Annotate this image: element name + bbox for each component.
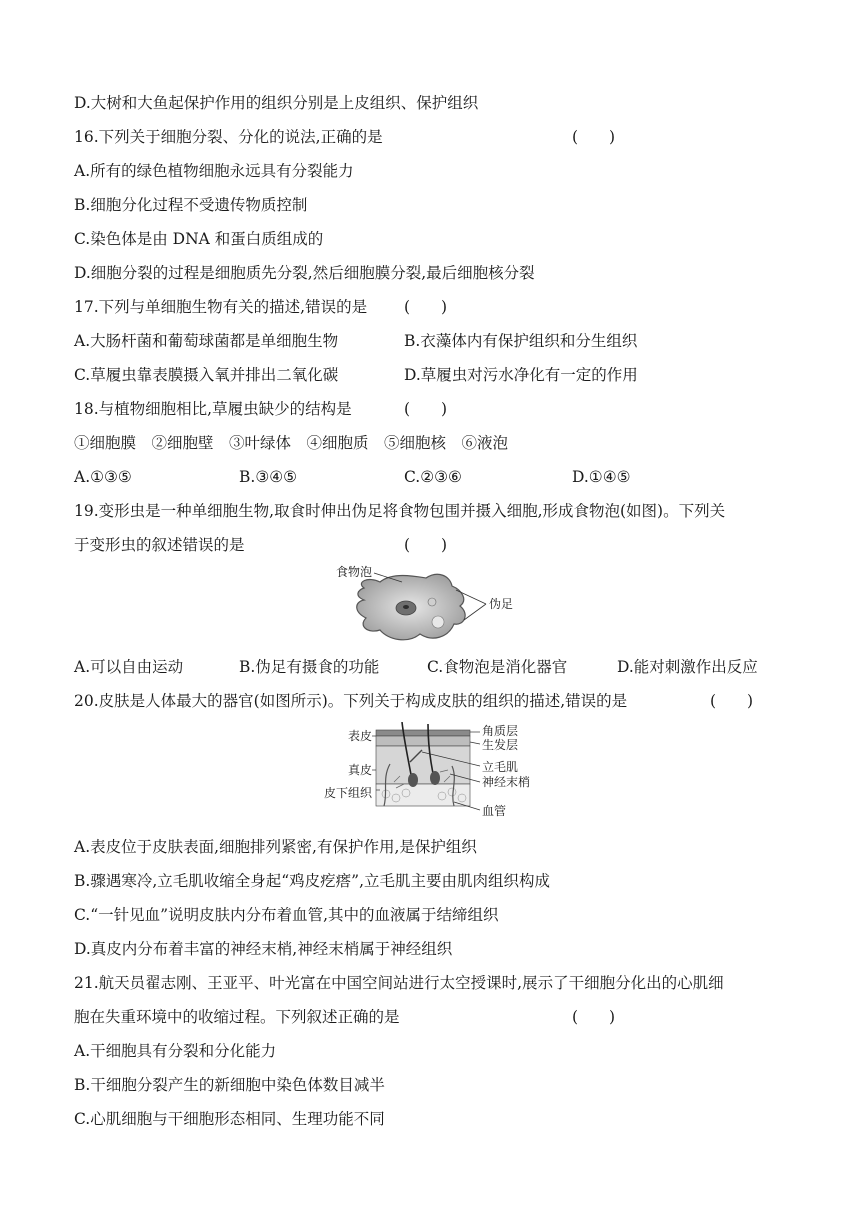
- label-dermis: 真皮: [348, 763, 373, 777]
- label-stratum-corneum: 角质层: [482, 724, 519, 738]
- q19-answer-bracket: ( ): [404, 536, 448, 554]
- leader-germinal-layer: [470, 742, 480, 744]
- q18-option-c: C.②③⑥: [404, 468, 462, 486]
- q17-option-c: C.草履虫靠表膜摄入氧并排出二氧化碳: [74, 366, 339, 384]
- q19-option-c: C.食物泡是消化器官: [427, 658, 568, 676]
- label-germinal-layer: 生发层: [482, 738, 519, 752]
- q18-option-a: A.①③⑤: [74, 468, 132, 486]
- q21-option-c: C.心肌细胞与干细胞形态相同、生理功能不同: [74, 1110, 385, 1128]
- contractile-vacuole: [432, 616, 444, 628]
- label-pseudopod: 伪足: [489, 597, 514, 611]
- q20-stem: 20.皮肤是人体最大的器官(如图所示)。下列关于构成皮肤的组织的描述,错误的是: [74, 692, 628, 710]
- hair-follicle-left: [408, 773, 418, 787]
- q20-option-d: D.真皮内分布着丰富的神经末梢,神经末梢属于神经组织: [74, 940, 453, 958]
- q18-answer-bracket: ( ): [404, 400, 448, 418]
- label-blood-vessel: 血管: [482, 804, 507, 818]
- label-subcutaneous: 皮下组织: [324, 786, 373, 800]
- amoeba-figure: [336, 562, 526, 646]
- label-epidermis: 表皮: [348, 729, 373, 743]
- label-arrector-pili: 立毛肌: [482, 760, 519, 774]
- q21-option-a: A.干细胞具有分裂和分化能力: [74, 1042, 277, 1060]
- q20-option-b: B.骤遇寒冷,立毛肌收缩全身起“鸡皮疙瘩”,立毛肌主要由肌肉组织构成: [74, 872, 551, 890]
- q18-option-b: B.③④⑤: [239, 468, 298, 486]
- q20-option-c: C.“一针见血”说明皮肤内分布着血管,其中的血液属于结缔组织: [74, 906, 499, 924]
- q21-stem-line2: 胞在失重环境中的收缩过程。下列叙述正确的是: [74, 1008, 400, 1026]
- q19-stem-line2: 于变形虫的叙述错误的是: [74, 536, 245, 554]
- q17-option-b: B.衣藻体内有保护组织和分生组织: [404, 332, 638, 350]
- q20-answer-bracket: ( ): [710, 692, 754, 710]
- hair-follicle-right: [430, 771, 440, 785]
- q20-option-a: A.表皮位于皮肤表面,细胞排列紧密,有保护作用,是保护组织: [74, 838, 477, 856]
- q21-option-b: B.干细胞分裂产生的新细胞中染色体数目减半: [74, 1076, 385, 1094]
- q19-option-d: D.能对刺激作出反应: [617, 658, 758, 676]
- q16-answer-bracket: ( ): [572, 128, 616, 146]
- q16-option-b: B.细胞分化过程不受遗传物质控制: [74, 196, 308, 214]
- q16-option-d: D.细胞分裂的过程是细胞质先分裂,然后细胞膜分裂,最后细胞核分裂: [74, 264, 535, 282]
- food-vacuole: [428, 598, 436, 606]
- q19-option-b: B.伪足有摄食的功能: [239, 658, 380, 676]
- q19-stem-line1: 19.变形虫是一种单细胞生物,取食时伸出伪足将食物包围并摄入细胞,形成食物泡(如图)。下列关: [74, 502, 726, 520]
- q21-answer-bracket: ( ): [572, 1008, 616, 1026]
- q18-items: ①细胞膜 ②细胞壁 ③叶绿体 ④细胞质 ⑤细胞核 ⑥液泡: [74, 434, 509, 452]
- skin-figure: [324, 722, 536, 822]
- q17-option-a: A.大肠杆菌和葡萄球菌都是单细胞生物: [74, 332, 339, 350]
- q17-answer-bracket: ( ): [404, 298, 448, 316]
- q17-option-d: D.草履虫对污水净化有一定的作用: [404, 366, 638, 384]
- q18-option-d: D.①④⑤: [572, 468, 631, 486]
- q16-option-c: C.染色体是由 DNA 和蛋白质组成的: [74, 230, 324, 248]
- q17-stem: 17.下列与单细胞生物有关的描述,错误的是: [74, 298, 368, 316]
- q16-option-a: A.所有的绿色植物细胞永远具有分裂能力: [74, 162, 354, 180]
- label-nerve-endings: 神经末梢: [482, 775, 531, 789]
- q21-stem-line1: 21.航天员翟志刚、王亚平、叶光富在中国空间站进行太空授课时,展示了干细胞分化出的心肌细: [74, 974, 724, 992]
- q18-stem: 18.与植物细胞相比,草履虫缺少的结构是: [74, 400, 352, 418]
- label-food-vacuole: 食物泡: [336, 565, 373, 579]
- pseudopod-leader-bottom: [464, 604, 486, 620]
- q16-stem: 16.下列关于细胞分裂、分化的说法,正确的是: [74, 128, 383, 146]
- germinal-layer: [376, 736, 470, 746]
- q15-option-d: D.大树和大鱼起保护作用的组织分别是上皮组织、保护组织: [74, 94, 479, 112]
- q19-option-a: A.可以自由运动: [74, 658, 184, 676]
- amoeba-nucleolus: [403, 605, 409, 609]
- stratum-corneum-layer: [376, 730, 470, 736]
